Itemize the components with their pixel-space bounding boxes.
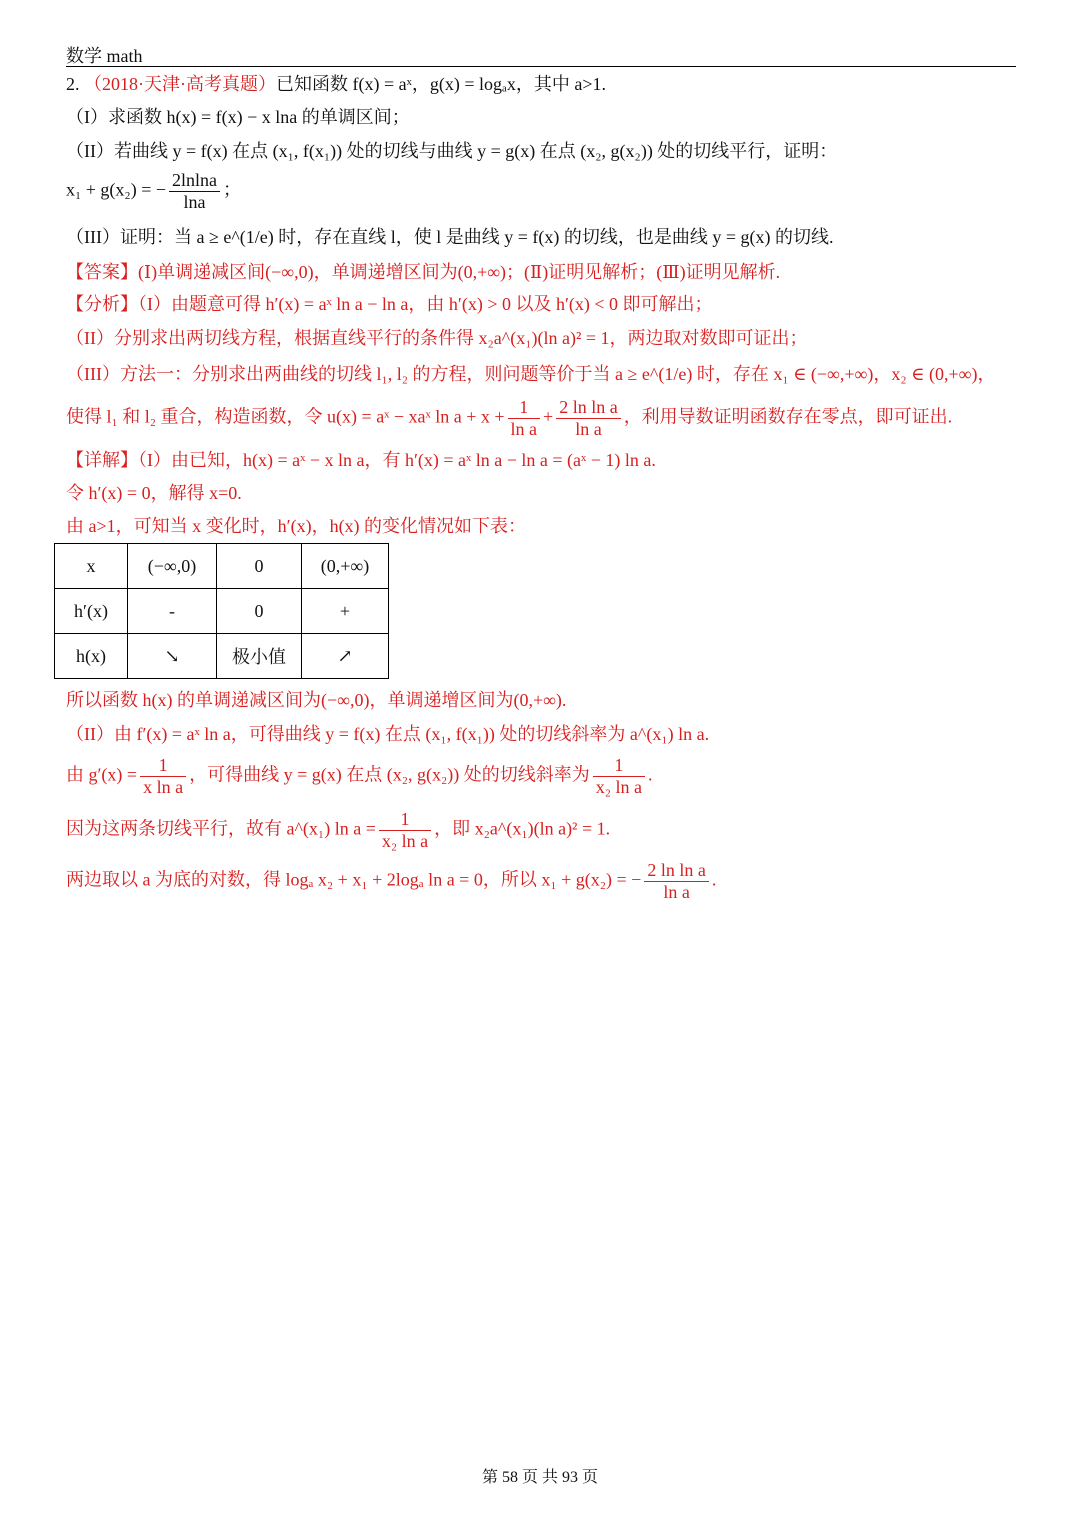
detail-line-8: 两边取以 a 为底的对数，得 logₐ x₂ + x₁ + 2logₐ ln a = 0，所以 x₁ + g(x₂) = − $\frac{\text{2 ln ln a}}{\text{ln a}}$ . (66, 860, 717, 902)
fraction: $\frac{\text{2 ln ln a}}{\text{ln a}}$ (556, 397, 621, 440)
table-row (55, 634, 389, 679)
problem-source: （2018·天津·高考真题） (84, 74, 276, 94)
detail-line-6: 由 g′(x) = $\frac{1}{\text{x ln a}}$ ，可得曲线 y = g(x) 在点 (x₂, g(x₂)) 处的切线斜率为 $\frac{1}{\text{x₂ ln a}}$ . (66, 755, 653, 797)
table-cell: ↗ (302, 634, 389, 679)
table-cell: 0 (217, 544, 302, 589)
answer-text: (Ⅰ)单调递减区间(−∞,0)，单调递增区间为(0,+∞)；(Ⅱ)证明见解析；(Ⅲ)证明见解析. (138, 262, 781, 282)
table-cell: h′(x) (55, 589, 128, 634)
problem-part2: （II）若曲线 y = f(x) 在点 (x₁, f(x₁)) 处的切线与曲线 y = g(x) 在点 (x₂, g(x₂)) 处的切线平行，证明： (66, 141, 838, 161)
fraction: $\frac{1}{\text{ln a}}$ (508, 397, 541, 440)
problem-part1: （I）求函数 h(x) = f(x) − x lna 的单调区间； (66, 107, 410, 127)
table-cell: + (302, 589, 389, 634)
problem-stem: 已知函数 f(x) = aˣ，g(x) = logₐx，其中 a>1. (276, 74, 607, 94)
table-cell: - (128, 589, 217, 634)
table-cell: ↘ (128, 634, 217, 679)
detail-line-2: 令 h′(x) = 0，解得 x=0. (66, 483, 242, 503)
detail-label: 【详解】 (66, 450, 138, 470)
analysis-line-1: 【分析】（I）由题意可得 h′(x) = aˣ ln a − ln a，由 h′(x) > 0 以及 h′(x) < 0 即可解出； (66, 294, 713, 314)
fraction: $\frac{\text{2 ln ln a}}{\text{ln a}}$ (644, 860, 709, 903)
detail-line-1: 【详解】（I）由已知，h(x) = aˣ − x ln a，有 h′(x) = aˣ ln a − ln a = (aˣ − 1) ln a. (66, 450, 656, 470)
answer-line (66, 260, 780, 284)
table-cell: h(x) (55, 634, 128, 679)
analysis-line-4: 使得 l₁ 和 l₂ 重合，构造函数，令 u(x) = aˣ − xaˣ ln a + x + $\frac{1}{\text{ln a}}$ + $\frac{\text{2 ln ln a}}{\text{ln a}}$ ，利用导数证明函数存在零点，即可证出. (66, 397, 953, 439)
table-row (55, 544, 389, 589)
analysis-line-2: （II）分别求出两切线方程，根据直线平行的条件得 x₂a^(x₁)(ln a)² = 1，两边取对数即可证出； (66, 328, 808, 348)
fraction: $\frac{1}{\text{x₂ ln a}}$ (593, 755, 645, 798)
problem-part3: （III）证明：当 a ≥ e^(1/e) 时，存在直线 l，使 l 是曲线 y = f(x) 的切线，也是曲线 y = g(x) 的切线. (66, 227, 834, 247)
table-cell: x (55, 544, 128, 589)
analysis-label: 【分析】 (66, 294, 138, 314)
problem-part2-formula: x₁ + g(x₂) = − $\frac{2lnlna}{\ln a}$ ； (66, 170, 241, 212)
header-divider (66, 66, 1016, 67)
table-row (55, 589, 389, 634)
table-cell: (0,+∞) (302, 544, 389, 589)
detail-line-4: 所以函数 h(x) 的单调递减区间为(−∞,0)，单调递增区间为(0,+∞). (66, 690, 567, 710)
table-cell: 0 (217, 589, 302, 634)
problem-stem-line (66, 72, 606, 96)
detail-line-3: 由 a>1，可知当 x 变化时，h′(x)，h(x) 的变化情况如下表： (66, 516, 527, 536)
fraction: $\frac{2lnlna}{\ln a}$ (169, 170, 220, 213)
variation-table (54, 543, 389, 679)
detail-line-5: （II）由 f′(x) = aˣ ln a，可得曲线 y = f(x) 在点 (x₁, f(x₁)) 处的切线斜率为 a^(x₁) ln a. (66, 724, 710, 744)
fraction: $\frac{1}{\text{x₂ ln a}}$ (379, 809, 431, 852)
page-footer: 第 58 页 共 93 页 (481, 1469, 598, 1486)
table-cell: (−∞,0) (128, 544, 217, 589)
problem-number: 2. (66, 74, 80, 94)
fraction: $\frac{1}{\text{x ln a}}$ (140, 755, 186, 798)
table-cell: 极小值 (217, 634, 302, 679)
analysis-line-3: （III）方法一：分别求出两曲线的切线 l₁, l₂ 的方程，则问题等价于当 a ≥ e^(1/e) 时，存在 x₁ ∈ (−∞,+∞)，x₂ ∈ (0,+∞)， (66, 364, 996, 384)
detail-line-7: 因为这两条切线平行，故有 a^(x₁) ln a = $\frac{1}{\text{x₂ ln a}}$ ，即 x₂a^(x₁)(ln a)² = 1. (66, 809, 611, 851)
answer-label: 【答案】 (66, 262, 138, 282)
page-header-title: 数学 math (66, 46, 143, 66)
